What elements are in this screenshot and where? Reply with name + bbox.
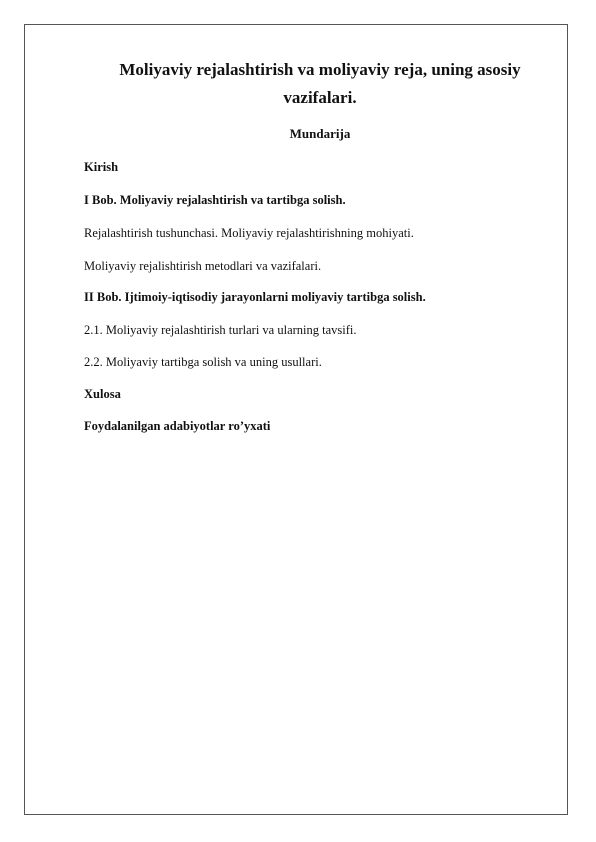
- toc-heading: Mundarija: [289, 126, 351, 141]
- toc-entry-kirish: Kirish: [84, 160, 119, 174]
- toc-entry-chapter-2: II Bob. Ijtimoiy-iqtisodiy jarayonlarni moliyaviy tartibga solish.: [84, 290, 426, 304]
- toc-entry-section-2-2: 2.2. Moliyaviy tartibga solish va uning usullari.: [84, 355, 322, 369]
- toc-entry-section-2-1: 2.1. Moliyaviy rejalashtirish turlari va ularning tavsifi.: [84, 323, 357, 337]
- toc-entry-xulosa: Xulosa: [84, 387, 121, 401]
- toc-entry-section-1-1: Rejalashtirish tushunchasi. Moliyaviy rejalashtirishning mohiyati.: [84, 226, 414, 240]
- toc-entry-references: Foydalanilgan adabiyotlar ro’yxati: [84, 419, 271, 433]
- document-title: Moliyaviy rejalashtirish va moliyaviy reja, uning asosiy vazifalari.: [119, 60, 521, 107]
- toc-entry-section-1-2: Moliyaviy rejalishtirish metodlari va vazifalari.: [84, 259, 322, 273]
- toc-entry-chapter-1: I Bob. Moliyaviy rejalashtirish va tartibga solish.: [84, 193, 346, 207]
